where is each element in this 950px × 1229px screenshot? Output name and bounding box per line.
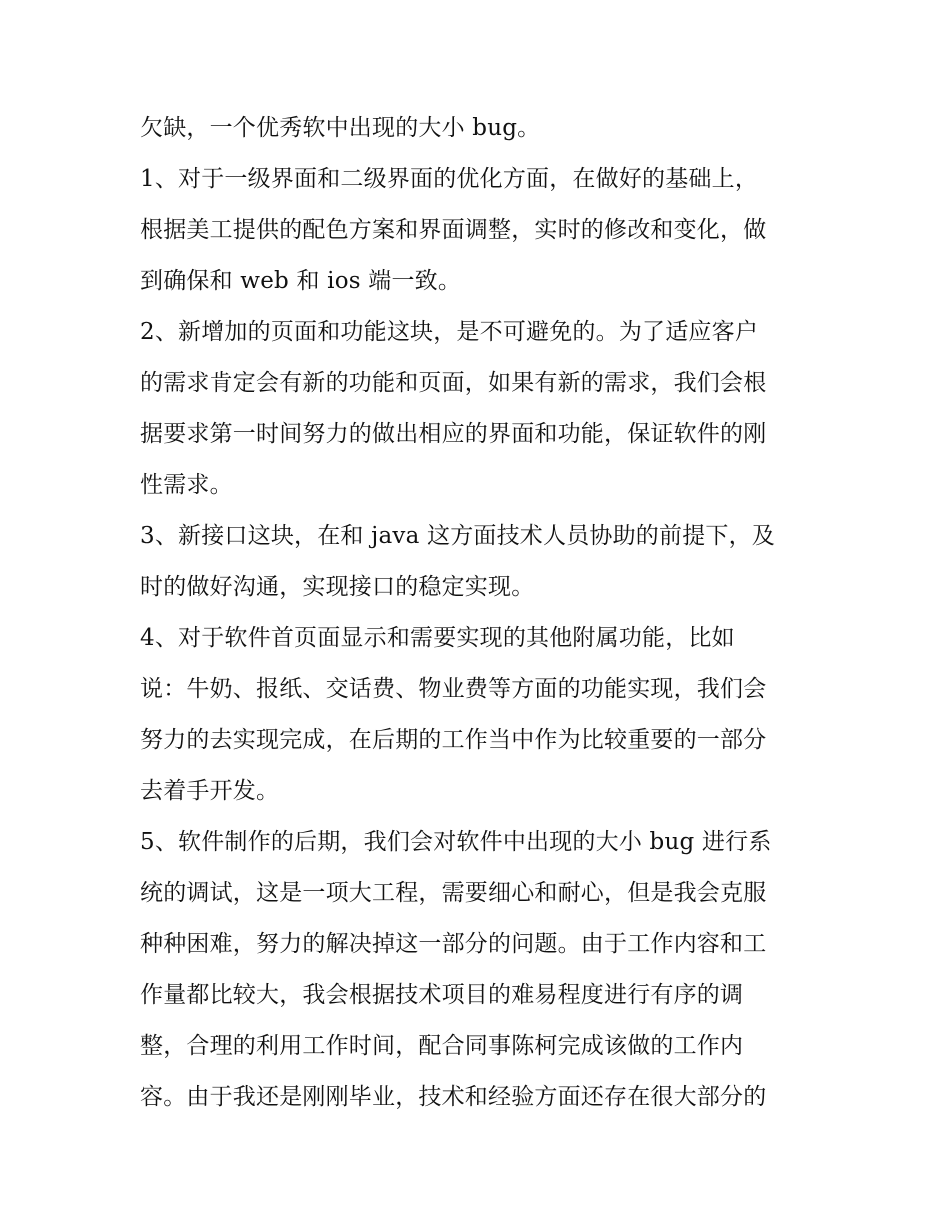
text-line: 4、对于软件首页面显示和需要实现的其他附属功能，比如 [140,625,735,651]
text-line: 作量都比较大，我会根据技术项目的难易程度进行有序的调 [140,982,744,1008]
text-line: 时的做好沟通，实现接口的稳定实现。 [140,574,535,600]
text-line: 努力的去实现完成，在后期的工作当中作为比较重要的一部分 [140,727,767,753]
text-line: 5、软件制作的后期，我们会对软件中出现的大小 bug 进行系 [140,829,772,855]
text-line: 欠缺，一个优秀软中出现的大小 bug。 [140,115,541,141]
text-line: 整，合理的利用工作时间，配合同事陈柯完成该做的工作内 [140,1033,744,1059]
text-line: 说：牛奶、报纸、交话费、物业费等方面的功能实现，我们会 [140,676,767,702]
text-line: 到确保和 web 和 ios 端一致。 [140,268,462,294]
text-line: 据要求第一时间努力的做出相应的界面和功能，保证软件的刚 [140,421,767,447]
document-body [140,103,812,1123]
text-line: 3、新接口这块，在和 java 这方面技术人员协助的前提下，及 [140,523,776,549]
text-line: 容。由于我还是刚刚毕业，技术和经验方面还存在很大部分的 [140,1084,767,1110]
text-line: 2、新增加的页面和功能这块，是不可避免的。为了适应客户 [140,319,759,345]
text-line: 性需求。 [140,472,233,498]
text-line: 根据美工提供的配色方案和界面调整，实时的修改和变化，做 [140,217,767,243]
text-line: 去着手开发。 [140,778,280,804]
text-line: 1、对于一级界面和二级界面的优化方面，在做好的基础上， [140,166,759,192]
text-line: 统的调试，这是一项大工程，需要细心和耐心，但是我会克服 [140,880,767,906]
text-line: 的需求肯定会有新的功能和页面，如果有新的需求，我们会根 [140,370,767,396]
text-line: 种种困难，努力的解决掉这一部分的问题。由于工作内容和工 [140,931,767,957]
